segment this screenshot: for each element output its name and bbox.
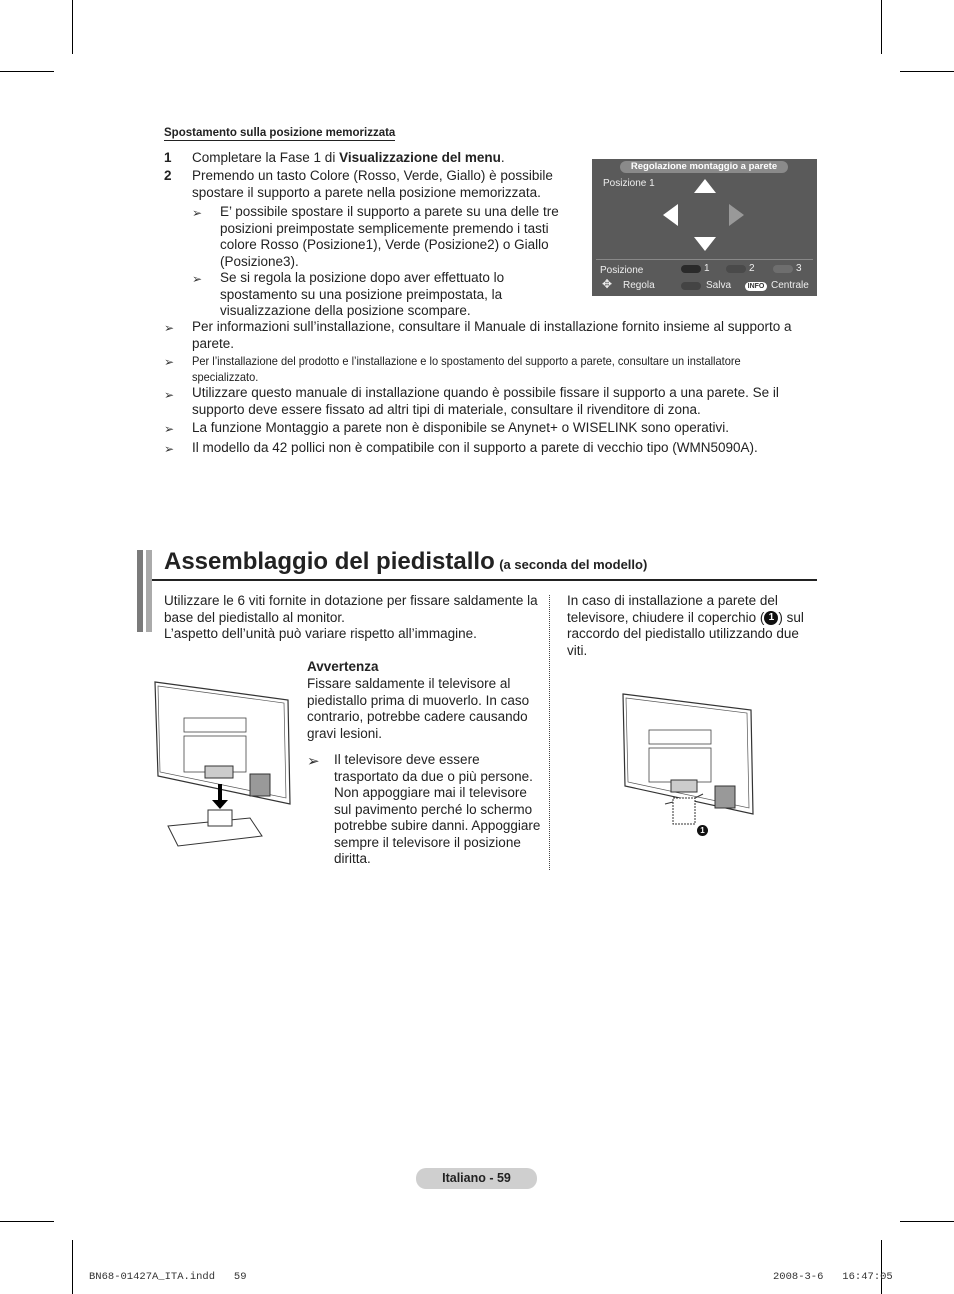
warning-title: Avvertenza [307, 659, 379, 674]
step-1-bold: Visualizzazione del menu [339, 150, 501, 165]
arrow-icon: ➢ [192, 272, 203, 286]
section-bar [146, 550, 152, 632]
arrow-icon: ➢ [164, 321, 175, 335]
yellow-button-icon [773, 265, 793, 273]
red-button-icon [681, 265, 701, 273]
note-2: Se si regola la posizione dopo aver effettuato lo spostamento su una posizione preimpostata, la visualizzazione della posizione scompare. [220, 270, 505, 318]
title-rule [152, 579, 817, 581]
arrow-icon: ➢ [164, 422, 175, 436]
move-icon: ✥ [602, 277, 613, 291]
osd-position-label: Posizione 1 [603, 178, 655, 189]
step-1-end: . [500, 150, 505, 165]
bullet-4: La funzione Montaggio a parete non è disponibile se Anynet+ o WISELINK sono operativi. [192, 420, 729, 435]
osd-centrale: Centrale [771, 280, 809, 291]
crop-mark [72, 1240, 73, 1294]
step-number: 2 [164, 168, 172, 183]
note-1: E’ possibile spostare il supporto a parete su una delle tre posizioni preimpostate semplicemente premendo i tasti colore Rosso (Posizione1), Verde (Posizione2) o Giallo (Posizione3). [220, 204, 559, 269]
bullet-5: Il modello da 42 pollici non è compatibile con il supporto a parete di vecchio tipo (WMN5090A). [192, 440, 758, 455]
arrow-icon: ➢ [164, 355, 175, 369]
arrow-left-icon[interactable] [663, 204, 678, 226]
step-number: 1 [164, 150, 172, 165]
right-text [567, 593, 819, 659]
tv-cover-illustration [615, 690, 755, 838]
section-heading: Spostamento sulla posizione memorizzata [164, 127, 396, 139]
crop-mark [881, 1240, 882, 1294]
right-text-1: In caso di installazione a parete del televisore, chiudere il coperchio ( [567, 593, 778, 625]
crop-mark [881, 0, 882, 54]
osd-posizione: Posizione [600, 265, 644, 276]
section-bar [137, 550, 143, 632]
arrow-icon: ➢ [307, 753, 320, 770]
crop-mark [900, 1221, 954, 1222]
file-name: BN68-01427A_ITA.indd 59 [89, 1271, 247, 1283]
step-1-text: Completare la Fase 1 di [192, 150, 340, 165]
warning-note: Il televisore deve essere trasportato da due o più persone. Non appoggiare mai il televisore sul pavimento perché lo schermo potrebbe subire danni. Appoggiare sempre il televisore il posizione diritta. [334, 752, 541, 866]
step-1 [192, 150, 572, 167]
title-main: Assemblaggio del piedistallo [164, 548, 495, 575]
arrow-up-icon[interactable] [694, 179, 716, 193]
crop-mark [0, 71, 54, 72]
step-2: Premendo un tasto Colore (Rosso, Verde, Giallo) è possibile spostare il supporto a parete nella posizione memorizzata. [192, 168, 553, 200]
osd-p2: 2 [749, 263, 755, 274]
osd-p3: 3 [796, 263, 802, 274]
osd-panel [592, 159, 817, 296]
column-divider [549, 595, 550, 870]
crop-mark [72, 0, 73, 54]
intro-text: Utilizzare le 6 viti fornite in dotazione per fissare saldamente la base del piedistallo al monitor. [164, 593, 538, 625]
bullet-1: Per informazioni sull’installazione, consultare il Manuale di installazione fornito insieme al supporto a parete. [192, 319, 792, 351]
blue-button-icon [681, 282, 701, 290]
intro-text-2: L’aspetto dell’unità può variare rispetto all’immagine. [164, 626, 477, 641]
arrow-right-icon[interactable] [729, 204, 744, 226]
title-sub: (a seconda del modello) [499, 557, 648, 572]
tv-stand-illustration [150, 676, 298, 850]
arrow-down-icon[interactable] [694, 237, 716, 251]
warning-text: Fissare saldamente il televisore al piedistallo prima di muoverlo. In caso contrario, potrebbe cadere causando gravi lesioni. [307, 676, 530, 741]
page-number: Italiano - 59 [416, 1168, 537, 1189]
right-text-2: ) sul raccordo del piedistallo utilizzando due viti. [567, 609, 804, 658]
bullet-3: Utilizzare questo manuale di installazione quando è possibile fissare il supporto a una parete. Se il supporto deve essere fissato ad altri tipi di materiale, consultare il rivenditore di zona. [192, 385, 779, 417]
osd-divider [596, 259, 813, 260]
crop-mark [900, 71, 954, 72]
print-date: 2008-3-6 16:47:05 [773, 1271, 893, 1283]
osd-salva: Salva [706, 280, 732, 291]
info-button-icon: INFO [745, 282, 767, 291]
osd-regola: Regola [623, 280, 655, 291]
osd-title: Regolazione montaggio a parete [620, 161, 788, 173]
arrow-icon: ➢ [192, 206, 203, 220]
bullet-2: Per l’installazione del prodotto e l’installazione e lo spostamento del supporto a parete, consultare un installatore specializzato. [192, 354, 741, 384]
section-title [164, 548, 647, 576]
callout [697, 822, 708, 840]
crop-mark [0, 1221, 54, 1222]
green-button-icon [726, 265, 746, 273]
arrow-icon: ➢ [164, 388, 175, 402]
arrow-icon: ➢ [164, 442, 175, 456]
callout-number-icon: 1 [697, 825, 708, 836]
cover-number-icon: 1 [764, 611, 778, 625]
osd-p1: 1 [704, 263, 710, 274]
